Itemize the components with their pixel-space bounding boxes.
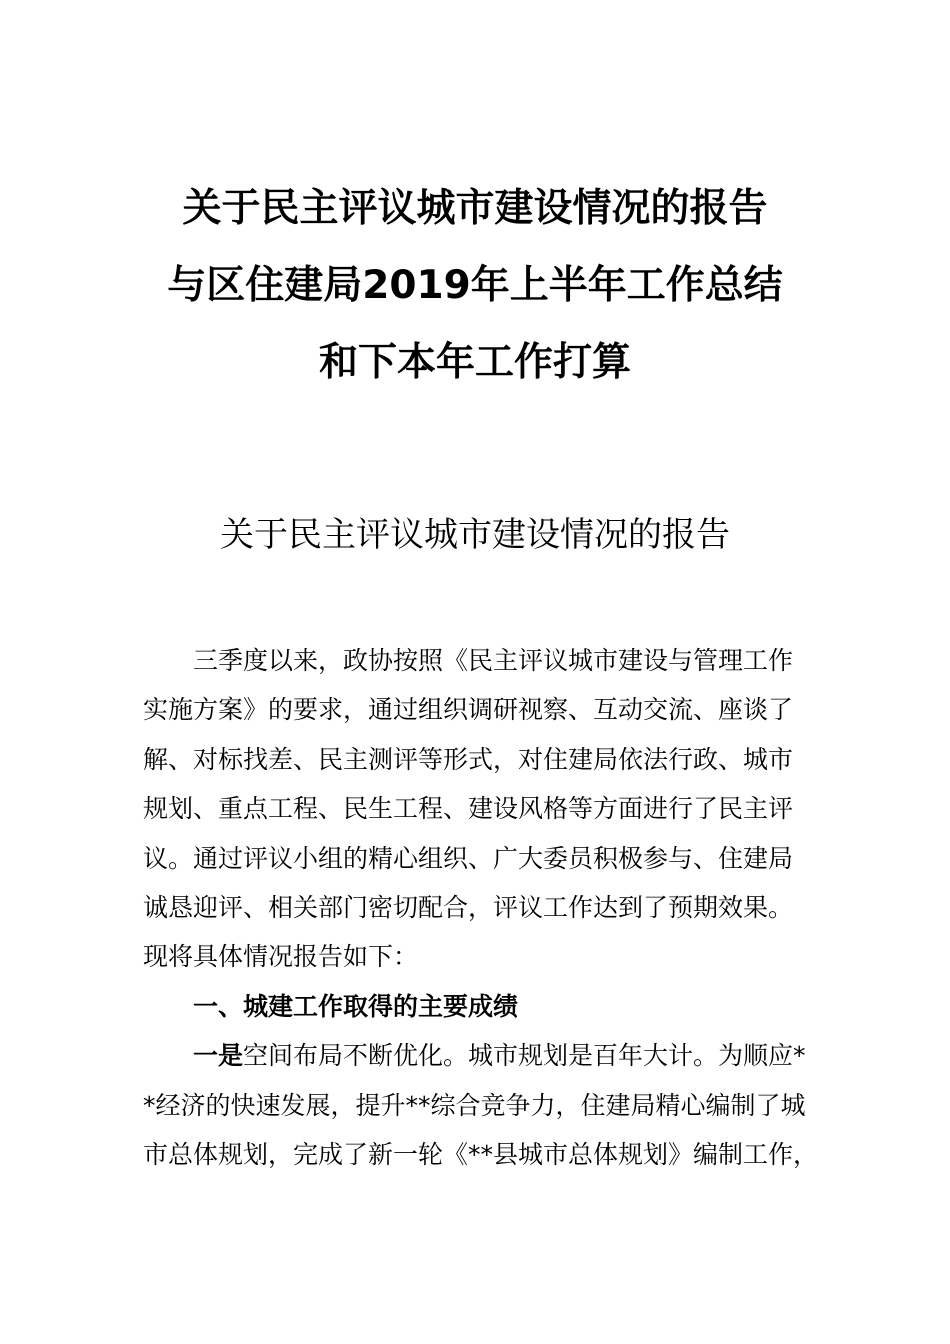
- main-title: [110, 170, 840, 401]
- main-title-line-2: 与区住建局2019年上半年工作总结: [167, 263, 783, 308]
- intro-line-3: 解、对标找差、民主测评等形式，对住建局依法行政、城市: [143, 744, 794, 774]
- section-heading: 一、城建工作取得的主要成绩: [193, 991, 519, 1021]
- main-title-line-3: 和下本年工作打算: [318, 340, 631, 385]
- intro-line-1: 三季度以来，政协按照《民主评议城市建设与管理工作: [193, 646, 794, 675]
- achievement-paragraph: [143, 1031, 819, 1179]
- intro-line-7: 现将具体情况报告如下：: [143, 942, 419, 972]
- main-title-line-1: 关于民主评议城市建设情况的报告: [182, 186, 768, 231]
- intro-paragraph: [143, 636, 803, 982]
- achievement-line-1: [143, 1031, 806, 1080]
- intro-line-6: 诚恳迎评、相关部门密切配合，评议工作达到了预期效果。: [143, 893, 794, 923]
- achievement-line-2: *经济的快速发展，提升**综合竞争力，住建局精心编制了城: [143, 1090, 806, 1120]
- intro-line-4: 规划、重点工程、民生工程、建设风格等方面进行了民主评: [143, 794, 794, 824]
- achievement-line-1-text: 空间布局不断优化。城市规划是百年大计。为顺应*: [243, 1041, 806, 1071]
- achievement-line-3: 市总体规划，完成了新一轮《**县城市总体规划》编制工作，: [143, 1140, 819, 1170]
- sub-title: 关于民主评议城市建设情况的报告: [220, 515, 730, 555]
- intro-line-5: 议。通过评议小组的精心组织、广大委员积极参与、住建局: [143, 843, 794, 873]
- document-body: [143, 636, 819, 1179]
- intro-line-2: 实施方案》的要求，通过组织调研视察、互动交流、座谈了: [143, 695, 794, 725]
- achievement-lead: 一是: [193, 1041, 244, 1071]
